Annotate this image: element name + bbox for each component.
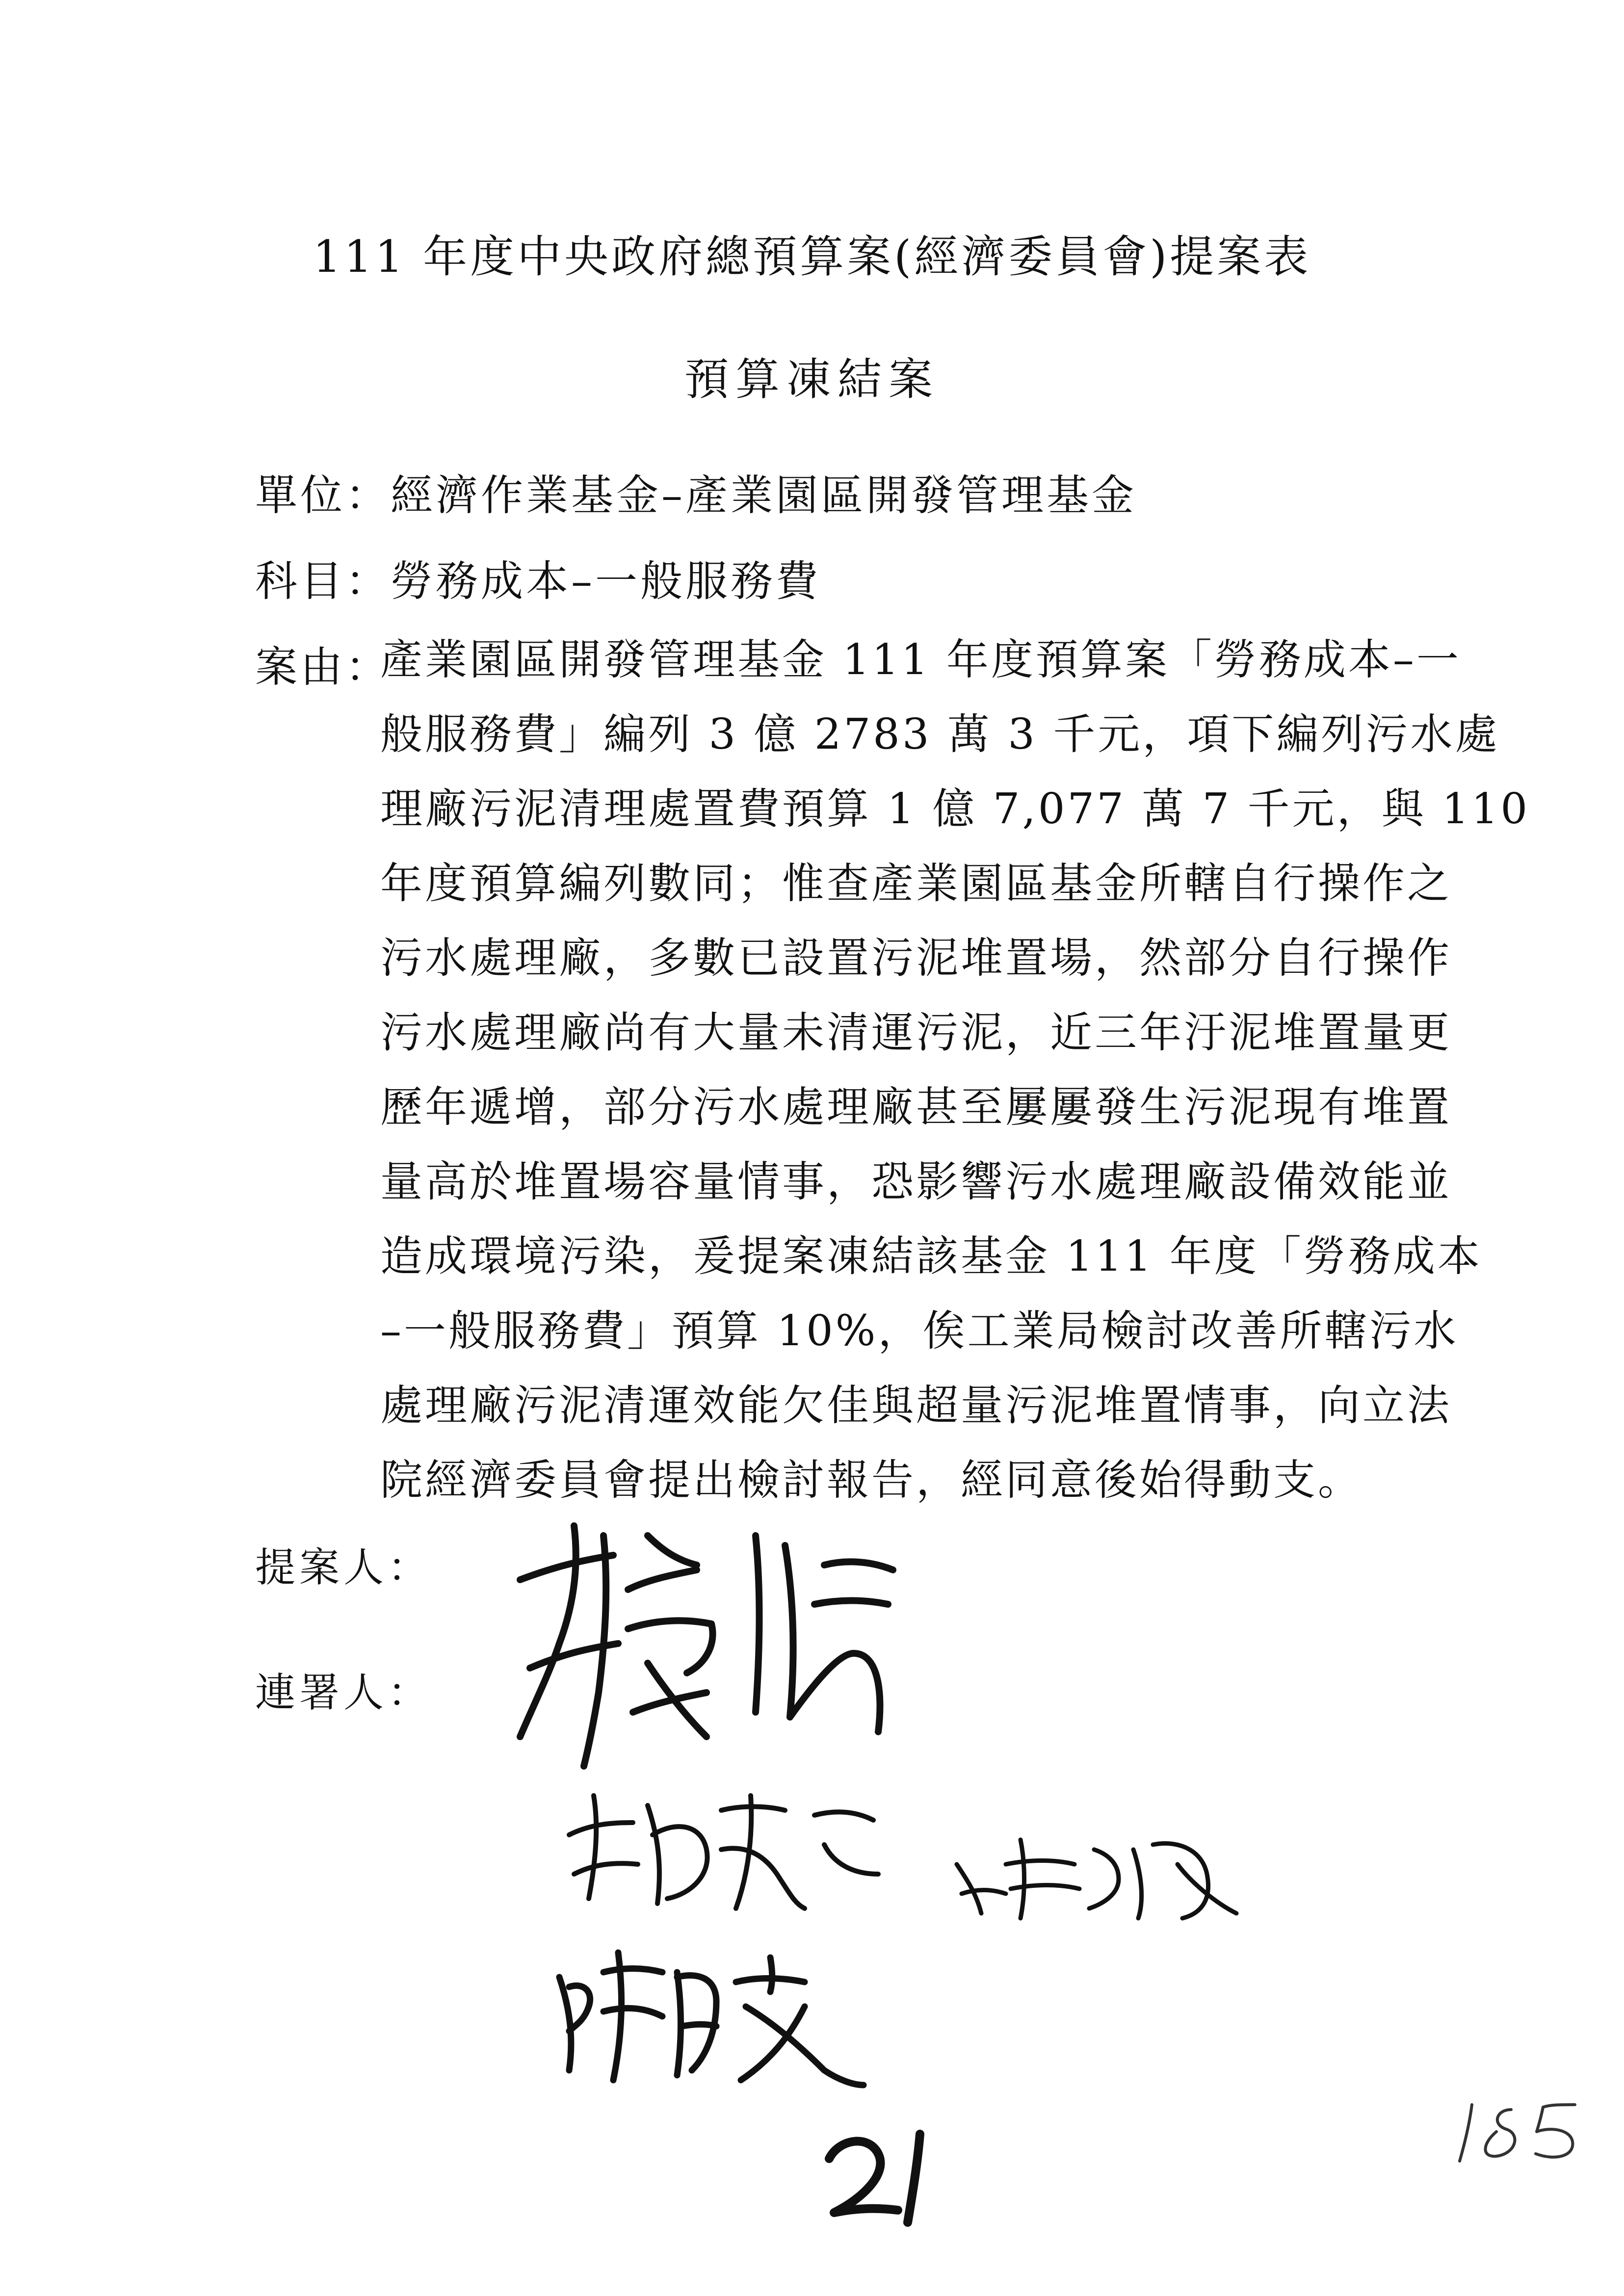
unit-row xyxy=(255,461,1137,522)
reason-line: 理廠污泥清理處置費預算 1 億 7,077 萬 7 千元，與 110 xyxy=(380,784,1530,834)
reason-line: 般服務費」編列 3 億 2783 萬 3 千元，項下編列污水處 xyxy=(380,710,1500,759)
reason-line: 產業園區開發管理基金 111 年度預算案「勞務成本–一 xyxy=(380,635,1461,684)
proposer-label: 提案人： xyxy=(255,1544,432,1591)
reason-line: 量高於堆置場容量情事，恐影響污水處理廠設備效能並 xyxy=(380,1157,1452,1206)
unit-value: 經濟作業基金–產業園區開發管理基金 xyxy=(391,471,1137,520)
reason-line: 歷年遞增，部分污水處理廠甚至屢屢發生污泥現有堆置 xyxy=(380,1083,1452,1132)
unit-label: 單位： xyxy=(255,471,391,520)
reason-label: 案由： xyxy=(255,643,391,692)
reason-line: 造成環境污染，爰提案凍結該基金 111 年度「勞務成本 xyxy=(380,1232,1482,1281)
handwritten-page-number xyxy=(1452,2090,1599,2170)
cosigner-label: 連署人： xyxy=(255,1670,432,1716)
signature-image xyxy=(550,1943,873,2090)
reason-text xyxy=(380,633,1530,1528)
reason-line: 院經濟委員會提出檢討報告，經同意後始得動支。 xyxy=(380,1456,1362,1505)
document-title: 111 年度中央政府總預算案(經濟委員會)提案表 xyxy=(313,231,1311,283)
proposer-signature xyxy=(500,1506,942,1781)
subject-value: 勞務成本–一般服務費 xyxy=(391,557,821,606)
signature-image xyxy=(500,1506,942,1781)
cosigner-signature xyxy=(947,1820,1241,1928)
handwritten-page-image xyxy=(1452,2090,1599,2168)
subject-label: 科目： xyxy=(255,557,391,606)
reason-line: 污水處理廠尚有大量未清運污泥，近三年汙泥堆置量更 xyxy=(380,1008,1452,1057)
cosigner-signature xyxy=(559,1776,893,1923)
signature-image xyxy=(559,1776,893,1923)
subject-row xyxy=(255,547,821,608)
reason-line: –一般服務費」預算 10%，俟工業局檢討改善所轄污水 xyxy=(380,1306,1459,1356)
reason-line: 污水處理廠，多數已設置污泥堆置場，然部分自行操作 xyxy=(380,934,1452,983)
reason-line: 處理廠污泥清運效能欠佳與超量污泥堆置情事，向立法 xyxy=(380,1381,1452,1430)
reason-line: 年度預算編列數同；惟查產業園區基金所轄自行操作之 xyxy=(380,859,1452,908)
handwritten-number-image xyxy=(814,2124,942,2232)
handwritten-number xyxy=(814,2124,942,2234)
document-subtitle: 預算凍結案 xyxy=(684,354,940,405)
signature-image xyxy=(947,1820,1241,1928)
cosigner-signature xyxy=(550,1943,873,2090)
